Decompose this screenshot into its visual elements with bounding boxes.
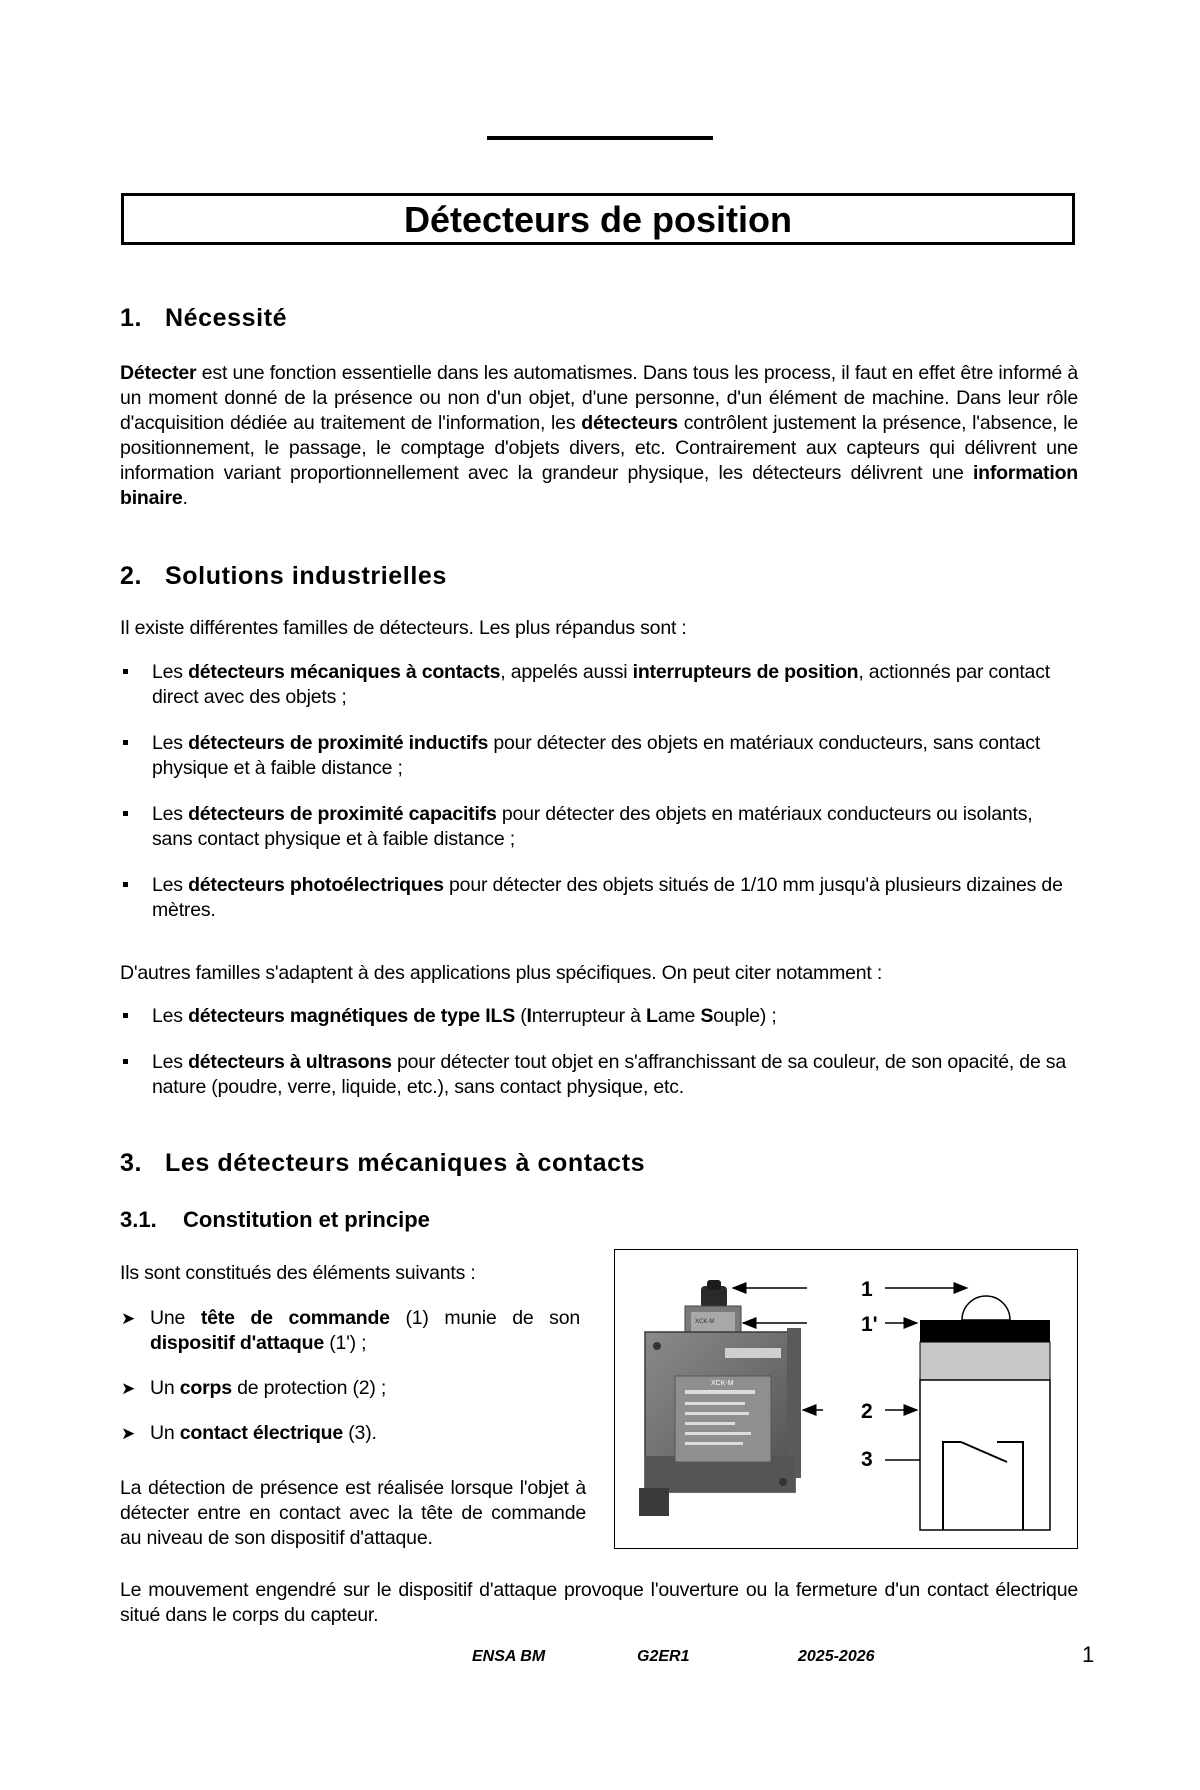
- bold-term: information binaire: [120, 462, 1078, 509]
- paragraph-constitution: Ils sont constitués des éléments suivants :: [120, 1262, 476, 1284]
- section-number: 3.1.: [120, 1207, 157, 1232]
- detector-schematic: [920, 1296, 1050, 1530]
- arrowhead-bullet-icon: ➤: [121, 1309, 136, 1328]
- command-head: [920, 1342, 1050, 1380]
- page-number: 1: [1082, 1642, 1095, 1667]
- text-run: est une fonction essentielle dans les automatismes. Dans tous les process, il faut en effet être informé à un moment donné de la présence ou non d'un objet, d'une personne, d'un élément de machine. Dans leur rôle d'acquisition dédiée au traitement de l'information, les: [120, 362, 1078, 434]
- list-item: Les détecteurs de proximité capacitifs pour détecter des objets en matériaux conducteurs ou isolants, sans contact physique et à faible distance ;: [120, 802, 1078, 852]
- arrowhead-bullet-icon: ➤: [121, 1379, 136, 1398]
- square-bullet-icon: [123, 1013, 128, 1018]
- square-bullet-icon: [123, 882, 128, 887]
- list-item: Les détecteurs magnétiques de type ILS (Interrupteur à Lame Souple) ;: [120, 1004, 1078, 1029]
- square-bullet-icon: [123, 740, 128, 745]
- title-box: [121, 193, 1075, 245]
- label-3: 3: [861, 1448, 873, 1471]
- list-item: Les détecteurs mécaniques à contacts, appelés aussi interrupteurs de position, actionnés par contact direct avec des objets ;: [120, 660, 1078, 710]
- detector-figure: [614, 1249, 1078, 1549]
- list-item: ➤ Une tête de commande (1) munie de son dispositif d'attaque (1') ;: [121, 1307, 581, 1354]
- list-item: Les détecteurs à ultrasons pour détecter tout objet en s'affranchissant de sa couleur, de son opacité, de sa nature (poudre, verre, liquide, etc.), sans contact physique, etc.: [120, 1050, 1078, 1100]
- photo-label: XCK-M: [711, 1380, 734, 1387]
- section-title: Constitution et principe: [183, 1207, 430, 1232]
- arrow-list-elements: [120, 1306, 580, 1466]
- detector-diagram: [615, 1250, 1079, 1550]
- list-item: Les détecteurs de proximité inductifs pour détecter des objets en matériaux conducteurs, sans contact physique et à faible distance ;: [120, 731, 1078, 781]
- section-number: 3.: [120, 1149, 143, 1177]
- section-number: 2.: [120, 562, 143, 590]
- paragraph-necessite: [120, 361, 1078, 511]
- list-item: ➤ Un corps de protection (2) ;: [121, 1377, 387, 1399]
- section-title: Nécessité: [165, 304, 288, 332]
- label-2: 2: [861, 1400, 873, 1423]
- footer-school: ENSA BM: [472, 1648, 546, 1665]
- protective-body: [920, 1380, 1050, 1530]
- list-item: Les détecteurs photoélectriques pour détecter des objets situés de 1/10 mm jusqu'à plusieurs dizaines de mètres.: [120, 873, 1078, 923]
- paragraph-autres-familles: D'autres familles s'adaptent à des applications plus spécifiques. On peut citer notamment :: [120, 962, 883, 984]
- bold-term: Détecter: [120, 362, 197, 384]
- square-bullet-icon: [123, 669, 128, 674]
- square-bullet-icon: [123, 1059, 128, 1064]
- label-1: 1: [861, 1278, 873, 1301]
- square-bullet-icon: [123, 811, 128, 816]
- section-3-heading: [120, 1149, 645, 1178]
- label-1-prime: 1': [861, 1313, 878, 1336]
- subsection-3-1-heading: [120, 1207, 430, 1233]
- arrowhead-bullet-icon: ➤: [121, 1424, 136, 1443]
- text-run: .: [182, 487, 188, 509]
- section-number: 1.: [120, 304, 143, 332]
- bullet-list-main: [120, 660, 1078, 944]
- top-rule: [487, 136, 713, 140]
- attack-device: [920, 1320, 1050, 1342]
- list-item: ➤ Un contact électrique (3).: [121, 1422, 377, 1444]
- paragraph-familles: Il existe différentes familles de détecteurs. Les plus répandus sont :: [120, 617, 687, 639]
- paragraph-detection: La détection de présence est réalisée lorsque l'objet à détecter entre en contact avec la tête de commande au niveau de son dispositif d'attaque.: [120, 1477, 586, 1549]
- page-title: Détecteurs de position: [403, 199, 793, 240]
- footer-year: 2025-2026: [798, 1648, 875, 1665]
- bullet-list-specific: [120, 1004, 1078, 1121]
- paragraph-mouvement: Le mouvement engendré sur le dispositif d'attaque provoque l'ouverture ou la fermeture d'un contact électrique situé dans le corps du capteur.: [120, 1579, 1078, 1626]
- section-2-heading: [120, 562, 447, 591]
- text-run: contrôlent justement la présence, l'absence, le positionnement, le passage, le comptage d'objets divers, etc. Contrairement aux capteurs qui délivrent une information variant proportionnellement avec la grandeur physique, les détecteurs délivrent une: [120, 412, 1079, 484]
- footer-group: G2ER1: [637, 1648, 690, 1665]
- photo-label: XCK-M: [695, 1319, 715, 1325]
- section-1-heading: [120, 304, 287, 333]
- command-head-dome: [962, 1296, 1010, 1320]
- bold-term: détecteurs: [581, 412, 678, 434]
- detector-photo: [639, 1280, 801, 1516]
- section-title: Les détecteurs mécaniques à contacts: [165, 1149, 646, 1177]
- section-title: Solutions industrielles: [165, 562, 447, 590]
